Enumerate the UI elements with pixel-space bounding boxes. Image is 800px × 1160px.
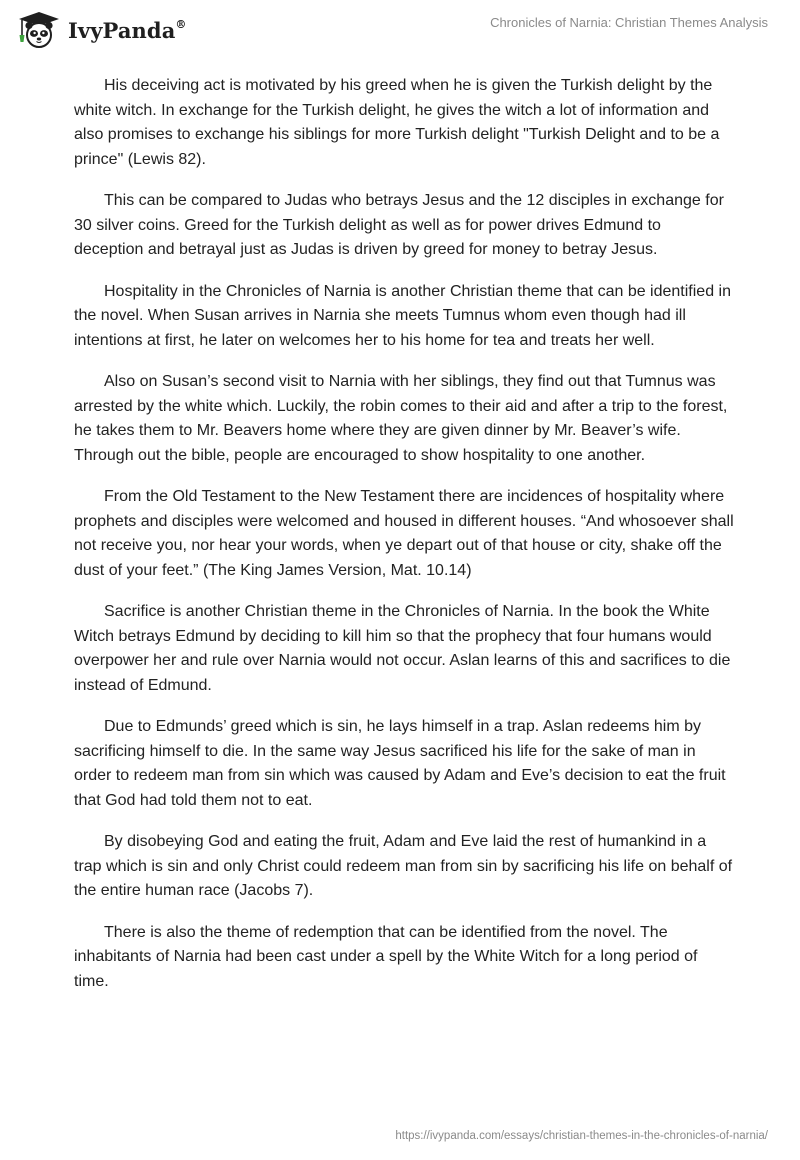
document-title: Chronicles of Narnia: Christian Themes Analysis bbox=[490, 15, 768, 30]
paragraph: This can be compared to Judas who betrays Jesus and the 12 disciples in exchange for 30 silver coins. Greed for the Turkish delight as well as for power drives Edmund to deception and betrayal just as Judas is driven by greed for money to betray Jesus. bbox=[74, 192, 724, 258]
registered-mark: ® bbox=[175, 17, 187, 31]
essay-body bbox=[74, 74, 734, 1011]
brand-name bbox=[68, 18, 187, 43]
paragraph: From the Old Testament to the New Testament there are incidences of hospitality where prophets and disciples were welcomed and housed in different houses. “And whosoever shall not receive you, nor hear your words, when ye depart out of that house or city, shake off the dust of your feet.” (The King James Version, Mat. 10.14) bbox=[74, 488, 734, 579]
ivypanda-logo[interactable] bbox=[16, 10, 187, 50]
paragraph: Hospitality in the Chronicles of Narnia is another Christian theme that can be identified in the novel. When Susan arrives in Narnia she meets Tumnus whom even though had ill intentions at first, he later on welcomes her to his home for tea and treats her well. bbox=[74, 282, 731, 349]
paragraph: Also on Susan’s second visit to Narnia with her siblings, they find out that Tumnus was arrested by the white which. Luckily, the robin comes to their aid and after a trip to the forest, he takes them to Mr. Beavers home where they are given dinner by Mr. Beaver’s wife. Through out the bible, people are encouraged to show hospitality to one another. bbox=[74, 373, 728, 464]
panda-graduate-icon bbox=[16, 10, 62, 50]
paragraph: There is also the theme of redemption that can be identified from the novel. The inhabitants of Narnia had been cast under a spell by the White Witch for a long period of time. bbox=[74, 923, 698, 990]
paragraph: By disobeying God and eating the fruit, Adam and Eve laid the rest of humankind in a trap which is sin and only Christ could redeem man from sin by sacrificing his life on behalf of the entire human race (Jacobs 7). bbox=[74, 833, 733, 899]
brand-name-text: IvyPanda bbox=[68, 17, 176, 43]
paragraph: His deceiving act is motivated by his greed when he is given the Turkish delight by the white witch. In exchange for the Turkish delight, he gives the witch a lot of information and also promises to exchange his siblings for more Turkish delight "Turkish Delight and to be a prince" (Lewis 82). bbox=[74, 77, 720, 168]
paragraph: Due to Edmunds’ greed which is sin, he lays himself in a trap. Aslan redeems him by sacrificing himself to die. In the same way Jesus sacrificed his life for the sake of man in order to redeem man from sin which was caused by Adam and Eve’s decision to eat the fruit that God had told them not to eat. bbox=[74, 718, 726, 809]
source-url[interactable]: https://ivypanda.com/essays/christian-themes-in-the-chronicles-of-narnia/ bbox=[395, 1130, 768, 1142]
page-header bbox=[0, 0, 800, 62]
paragraph: Sacrifice is another Christian theme in the Chronicles of Narnia. In the book the White Witch betrays Edmund by deciding to kill him so that the prophecy that four humans would overpower her and rule over Narnia would not occur. Aslan learns of this and sacrifices to die instead of Edmund. bbox=[74, 603, 731, 694]
